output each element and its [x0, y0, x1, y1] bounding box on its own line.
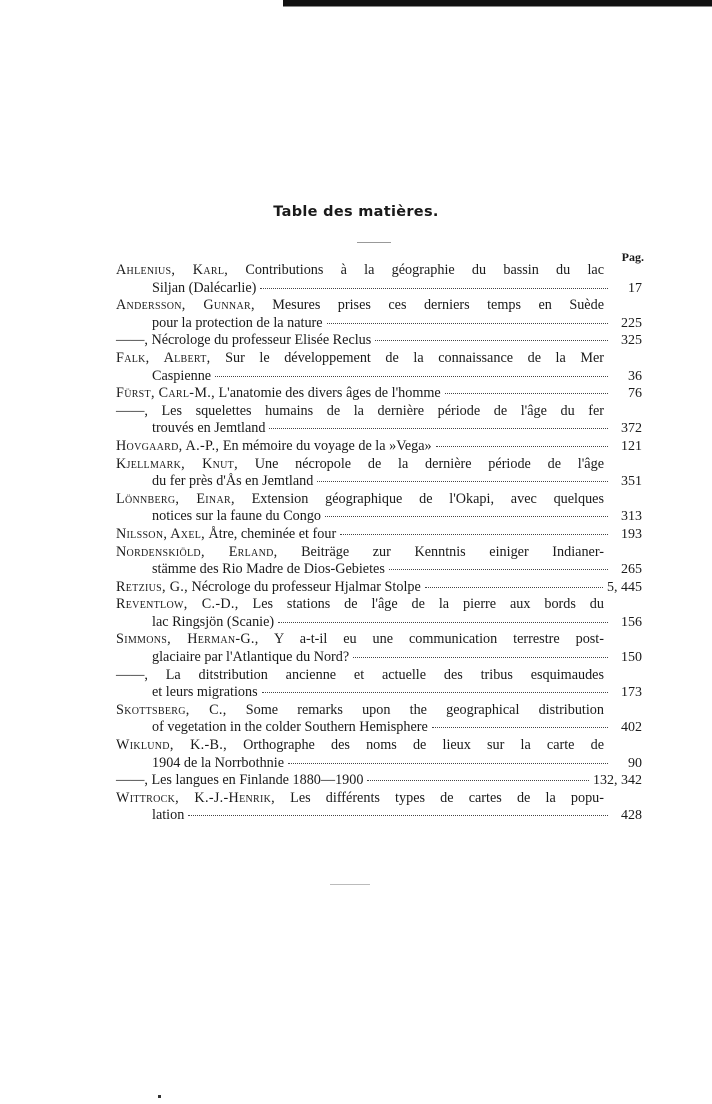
- toc-entry: [116, 790, 642, 825]
- toc-title: Orthographe des noms de lieux sur la carte de: [243, 737, 604, 754]
- toc-title-continued: notices sur la faune du Congo: [152, 508, 322, 525]
- leader-dots: [353, 647, 608, 658]
- toc-entry-line2: [116, 614, 642, 632]
- toc-entry-line2: [116, 280, 642, 298]
- toc-title-continued: trouvés en Jemtland: [152, 420, 266, 437]
- leader-dots: [269, 418, 608, 429]
- toc-entry: [116, 772, 642, 790]
- toc-entry: [116, 491, 642, 526]
- toc-entry-line1: [116, 526, 642, 544]
- toc-entry: [116, 596, 642, 631]
- toc-page-number: 325: [621, 333, 642, 349]
- toc-entry-line1: [116, 385, 642, 403]
- toc-entry-line1: [116, 332, 642, 350]
- toc-title-continued: lation: [152, 807, 185, 824]
- toc-title-continued: lac Ringsjön (Scanie): [152, 613, 275, 630]
- toc-title: Nécrologe du professeur Hjalmar Stolpe: [191, 578, 421, 595]
- toc-title-continued: pour la protection de la nature: [152, 314, 323, 331]
- leader-dots: [367, 770, 589, 781]
- toc-title: Contributions à la géographie du bassin du lac: [245, 262, 605, 278]
- toc-title: En mémoire du voyage de la »Vega»: [222, 437, 432, 454]
- toc-entry: [116, 262, 642, 297]
- toc-page-number: 132, 342: [593, 773, 642, 789]
- toc-author: Wiklund, K.-B.,: [116, 737, 227, 754]
- page-title: Table des matières.: [273, 204, 439, 220]
- toc-title-continued: of vegetation in the colder Southern Hemisphere: [152, 719, 428, 736]
- toc-title-continued: du fer près d'Ås en Jemtland: [152, 473, 314, 490]
- leader-dots: [215, 366, 608, 377]
- toc-entry: [116, 526, 642, 544]
- toc-author: Nilsson, Axel,: [116, 525, 205, 542]
- title-divider: [357, 242, 391, 243]
- toc-page-number: 351: [621, 474, 642, 490]
- toc-author: Nordenskiöld, Erland,: [116, 543, 278, 560]
- toc-title: Extension géographique de l'Okapi, avec quelques: [251, 490, 605, 507]
- toc-page-number: 402: [621, 720, 642, 736]
- toc-author: Simmons, Herman-G.,: [116, 631, 259, 648]
- toc-page-number: 150: [621, 650, 642, 666]
- leader-dots: [425, 577, 603, 588]
- toc-title: Les stations de l'âge de la pierre aux bords du: [252, 596, 604, 613]
- page-mark: [158, 1095, 161, 1098]
- leader-dots: [262, 682, 608, 693]
- table-of-contents: [116, 262, 642, 825]
- toc-page-number: 121: [621, 438, 642, 454]
- toc-entry: [116, 403, 642, 438]
- toc-page-number: 17: [628, 280, 642, 296]
- toc-title: Y a-t-il eu une communication terrestre post-: [274, 631, 604, 648]
- top-border-thin-rule: [283, 6, 712, 7]
- toc-author: Retzius, G.,: [116, 578, 188, 595]
- toc-title: Une nécropole de la dernière période de l'âge: [254, 455, 604, 472]
- toc-page-number: 173: [621, 685, 642, 701]
- toc-title-continued: 1904 de la Norrbothnie: [152, 754, 284, 771]
- toc-page-number: 225: [621, 315, 642, 331]
- toc-page-number: 156: [621, 614, 642, 630]
- toc-entry-line2: [116, 684, 642, 702]
- toc-entry-line1: [116, 579, 642, 597]
- leader-dots: [340, 524, 608, 535]
- toc-title: Åtre, cheminée et four: [208, 525, 337, 542]
- leader-dots: [436, 436, 608, 447]
- toc-title: ——, Nécrologe du professeur Elisée Reclus: [116, 332, 372, 349]
- toc-page-number: 313: [621, 509, 642, 525]
- toc-entry: [116, 579, 642, 597]
- leader-dots: [432, 718, 608, 729]
- leader-dots: [375, 330, 608, 341]
- toc-entry-line1: [116, 772, 642, 790]
- toc-title: Mesures prises ces derniers temps en Suède: [272, 297, 604, 314]
- toc-author: Ahlenius, Karl,: [116, 262, 229, 278]
- page-column-label: Pag.: [621, 250, 644, 264]
- toc-title: L'anatomie des divers âges de l'homme: [218, 385, 441, 402]
- bottom-divider: [330, 884, 370, 885]
- toc-title-continued: Caspienne: [152, 367, 212, 384]
- leader-dots: [389, 559, 608, 570]
- toc-title-continued: glaciaire par l'Atlantique du Nord?: [152, 649, 350, 666]
- toc-entry-line1: [116, 438, 642, 456]
- toc-title: Beiträge zur Kenntnis einiger Indianer-: [301, 543, 605, 560]
- toc-author: Lönnberg, Einar,: [116, 490, 235, 507]
- toc-page-number: 372: [621, 421, 642, 437]
- toc-page-number: 193: [621, 526, 642, 542]
- toc-page-number: 428: [621, 808, 642, 824]
- toc-entry: [116, 737, 642, 772]
- toc-entry: [116, 350, 642, 385]
- leader-dots: [317, 471, 608, 482]
- toc-page-number: 90: [628, 755, 642, 771]
- toc-entry: [116, 297, 642, 332]
- toc-entry-line2: [116, 473, 642, 491]
- toc-entry: [116, 385, 642, 403]
- toc-page-number: 36: [628, 368, 642, 384]
- toc-entry-line2: [116, 719, 642, 737]
- toc-entry: [116, 667, 642, 702]
- toc-entry: [116, 438, 642, 456]
- toc-entry: [116, 332, 642, 350]
- toc-entry: [116, 702, 642, 737]
- toc-author: Hovgaard, A.-P.,: [116, 437, 220, 454]
- leader-dots: [325, 506, 608, 517]
- toc-author: Wittrock, K.-J.-Henrik,: [116, 789, 275, 806]
- toc-page-number: 265: [621, 562, 642, 578]
- toc-title: ——, Les squelettes humains de la dernière période de l'âge du fer: [116, 402, 604, 419]
- toc-author: Falk, Albert,: [116, 349, 211, 366]
- leader-dots: [288, 753, 608, 764]
- toc-author: Andersson, Gunnar,: [116, 297, 255, 314]
- leader-dots: [278, 612, 608, 623]
- toc-title-continued: Siljan (Dalécarlie): [152, 279, 257, 296]
- leader-dots: [445, 383, 608, 394]
- toc-title: Sur le développement de la connaissance de la Mer: [225, 349, 605, 366]
- toc-page-number: 5, 445: [607, 579, 642, 595]
- toc-entry-line2: [116, 807, 642, 825]
- toc-title: Les différents types de cartes de la popu-: [290, 789, 604, 806]
- toc-title: ——, Les langues en Finlande 1880—1900: [116, 772, 364, 789]
- leader-dots: [188, 805, 608, 816]
- toc-entry-line2: [116, 649, 642, 667]
- toc-title-continued: et leurs migrations: [152, 684, 258, 701]
- toc-page-number: 76: [628, 386, 642, 402]
- toc-title: Some remarks upon the geographical distribution: [245, 701, 604, 718]
- leader-dots: [327, 313, 608, 324]
- toc-author: Skottsberg, C.,: [116, 701, 227, 718]
- toc-entry: [116, 544, 642, 579]
- toc-entry: [116, 631, 642, 666]
- toc-author: Fürst, Carl-M.,: [116, 385, 215, 402]
- leader-dots: [260, 278, 608, 289]
- toc-author: Reventlow, C.-D.,: [116, 596, 239, 613]
- toc-title: ——, La ditstribution ancienne et actuelle des tribus esquimaudes: [116, 666, 604, 683]
- toc-title-continued: stämme des Rio Madre de Dios-Gebietes: [152, 561, 385, 578]
- toc-entry: [116, 456, 642, 491]
- toc-author: Kjellmark, Knut,: [116, 455, 238, 472]
